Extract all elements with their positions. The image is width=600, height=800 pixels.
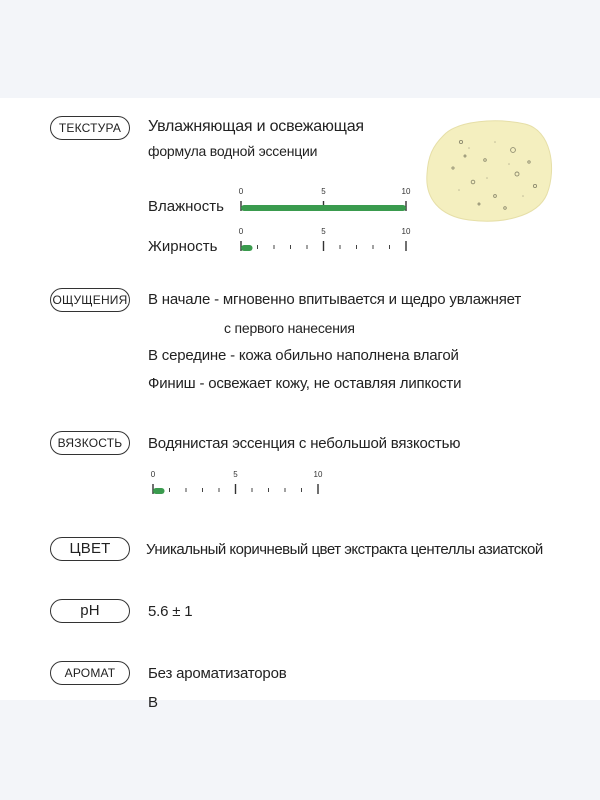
ph-pill: pH bbox=[50, 599, 130, 623]
oiliness-scale bbox=[240, 228, 412, 256]
texture-line-1: Увлажняющая и освежающая bbox=[148, 118, 364, 135]
product-info-card bbox=[0, 98, 600, 711]
tick-label: 5 bbox=[321, 227, 326, 236]
tick-label: 10 bbox=[313, 470, 323, 479]
tick-label: 10 bbox=[401, 227, 411, 236]
tick-label: 5 bbox=[321, 187, 326, 196]
tick-label: 5 bbox=[233, 470, 238, 479]
moisture-scale bbox=[240, 188, 412, 216]
feel-line-3: В середине - кожа обильно наполнена влагой bbox=[148, 347, 459, 364]
aroma-text: Без ароматизаторов bbox=[148, 665, 287, 682]
essence-drop-image bbox=[425, 116, 555, 226]
viscosity-scale bbox=[152, 471, 324, 499]
value-bar bbox=[241, 205, 406, 211]
tick-label: 0 bbox=[238, 227, 244, 236]
tick-label: 10 bbox=[401, 187, 411, 196]
color-text: Уникальный коричневый цвет экстракта центеллы азиатской bbox=[146, 541, 543, 558]
tick-label: 0 bbox=[238, 187, 244, 196]
tick-label: 0 bbox=[150, 470, 156, 479]
aroma-pill: АРОМАТ bbox=[50, 661, 130, 685]
value-bar bbox=[153, 488, 165, 494]
feel-line-4: Финиш - освежает кожу, не оставляя липкости bbox=[148, 375, 462, 392]
viscosity-pill: ВЯЗКОСТЬ bbox=[50, 431, 130, 455]
ph-text: 5.6 ± 1 bbox=[148, 603, 193, 620]
feel-pill: ОЩУЩЕНИЯ bbox=[50, 288, 130, 312]
oiliness-label: Жирность bbox=[148, 238, 218, 255]
color-pill: ЦВЕТ bbox=[50, 537, 130, 561]
feel-line-2: с первого нанесения bbox=[224, 320, 355, 336]
texture-line-2: формула водной эссенции bbox=[148, 143, 318, 159]
feel-line-1: В начале - мгновенно впитывается и щедро увлажняет bbox=[148, 291, 521, 308]
cropped-text-fragment: В bbox=[148, 694, 159, 711]
texture-pill: ТЕКСТУРА bbox=[50, 116, 130, 140]
value-bar bbox=[241, 245, 253, 251]
viscosity-text: Водянистая эссенция с небольшой вязкостью bbox=[148, 435, 461, 452]
moisture-label: Влажность bbox=[148, 198, 224, 215]
